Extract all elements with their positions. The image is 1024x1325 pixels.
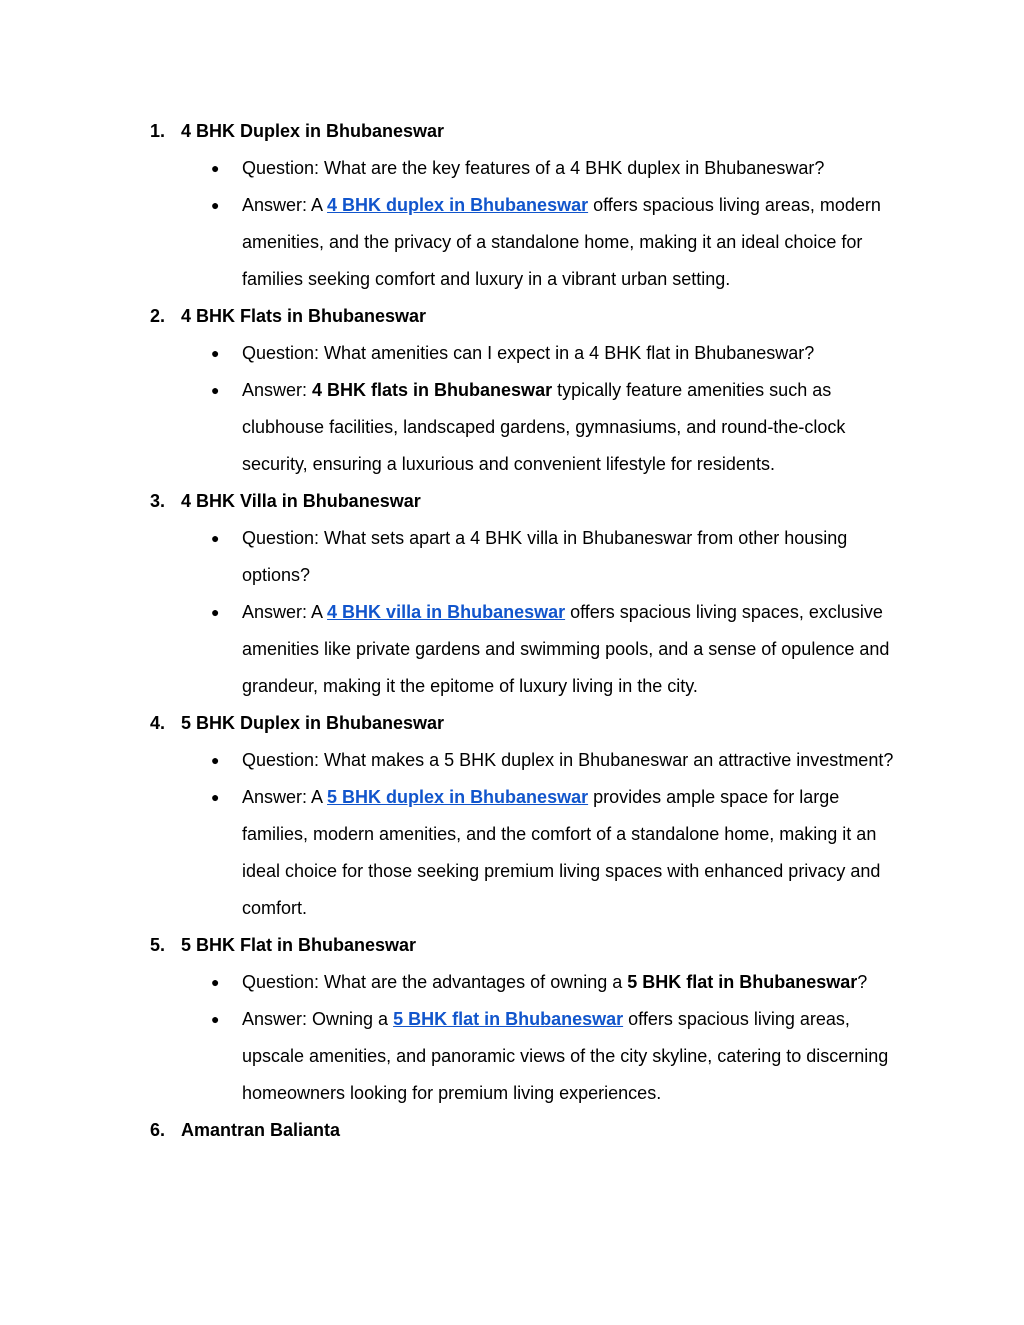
question-item bbox=[210, 742, 910, 779]
bullet-icon: ● bbox=[211, 382, 220, 398]
section-number: 1. bbox=[150, 121, 166, 141]
question-item bbox=[210, 964, 910, 1001]
answer-suffix: offers spacious living areas, modern amenities, and the privacy of a standalone home, making it an ideal choice for families seeking comfort and luxury in a vibrant urban setting. bbox=[242, 195, 881, 289]
answer-prefix: Answer: bbox=[242, 380, 313, 400]
section-number: 6. bbox=[150, 1120, 166, 1140]
bullet-icon: ● bbox=[211, 789, 220, 805]
section-number: 3. bbox=[150, 491, 166, 511]
question-text: Question: What amenities can I expect in a 4 BHK flat in Bhubaneswar? bbox=[242, 343, 815, 363]
answer-prefix: Answer: Owning a bbox=[242, 1009, 394, 1029]
question-item bbox=[210, 520, 910, 594]
section-title: 4 BHK Villa in Bhubaneswar bbox=[181, 491, 421, 511]
section-title: 5 BHK Flat in Bhubaneswar bbox=[181, 935, 417, 955]
section-title: Amantran Balianta bbox=[181, 1120, 341, 1140]
section-title: 4 BHK Duplex in Bhubaneswar bbox=[181, 121, 445, 141]
question-item bbox=[210, 150, 910, 187]
answer-text bbox=[242, 372, 910, 483]
bullet-icon: ● bbox=[211, 530, 220, 546]
question-text: Question: What makes a 5 BHK duplex in Bhubaneswar an attractive investment? bbox=[242, 750, 894, 770]
question-bold-term: 5 BHK flat in Bhubaneswar bbox=[627, 972, 858, 992]
question-prefix: Question: What are the advantages of owning a bbox=[242, 972, 628, 992]
answer-prefix: Answer: A bbox=[242, 787, 328, 807]
answer-item bbox=[210, 187, 910, 298]
answer-link[interactable]: 5 BHK duplex in Bhubaneswar bbox=[327, 787, 589, 807]
question-item bbox=[210, 335, 910, 372]
section-heading bbox=[150, 483, 910, 520]
bullet-icon: ● bbox=[211, 160, 220, 176]
answer-bold-term: 4 BHK flats in Bhubaneswar bbox=[312, 380, 553, 400]
bullet-icon: ● bbox=[211, 752, 220, 768]
bullet-icon: ● bbox=[211, 197, 220, 213]
question-suffix: ? bbox=[857, 972, 868, 992]
answer-link[interactable]: 4 BHK duplex in Bhubaneswar bbox=[327, 195, 589, 215]
section-heading bbox=[150, 705, 910, 742]
answer-prefix: Answer: A bbox=[242, 602, 328, 622]
answer-item bbox=[210, 779, 910, 927]
answer-text bbox=[242, 779, 910, 927]
bullet-icon: ● bbox=[211, 974, 220, 990]
section-number: 2. bbox=[150, 306, 166, 326]
answer-item bbox=[210, 372, 910, 483]
answer-item bbox=[210, 594, 910, 705]
section-title: 5 BHK Duplex in Bhubaneswar bbox=[181, 713, 445, 733]
question-text: Question: What are the key features of a 4 BHK duplex in Bhubaneswar? bbox=[242, 158, 825, 178]
section-heading bbox=[150, 298, 910, 335]
answer-link[interactable]: 5 BHK flat in Bhubaneswar bbox=[393, 1009, 624, 1029]
answer-suffix: provides ample space for large families, modern amenities, and the comfort of a standalone home, making it an ideal choice for those seeking premium living spaces with enhanced privacy and comfort. bbox=[242, 787, 881, 918]
answer-text bbox=[242, 594, 910, 705]
bullet-icon: ● bbox=[211, 604, 220, 620]
question-text bbox=[242, 964, 910, 1001]
section-number: 5. bbox=[150, 935, 166, 955]
section-title: 4 BHK Flats in Bhubaneswar bbox=[181, 306, 427, 326]
answer-prefix: Answer: A bbox=[242, 195, 328, 215]
answer-suffix: offers spacious living areas, upscale amenities, and panoramic views of the city skyline, catering to discerning homeowners looking for premium living experiences. bbox=[242, 1009, 889, 1103]
faq-list bbox=[150, 113, 910, 1149]
answer-text bbox=[242, 187, 910, 298]
bullet-icon: ● bbox=[211, 345, 220, 361]
answer-item bbox=[210, 1001, 910, 1112]
question-text: Question: What sets apart a 4 BHK villa in Bhubaneswar from other housing options? bbox=[242, 528, 848, 585]
answer-text bbox=[242, 1001, 910, 1112]
section-heading bbox=[150, 927, 910, 964]
section-heading bbox=[150, 1112, 910, 1149]
answer-suffix: offers spacious living spaces, exclusive amenities like private gardens and swimming pools, and a sense of opulence and grandeur, making it the epitome of luxury living in the city. bbox=[242, 602, 890, 696]
section-heading bbox=[150, 113, 910, 150]
bullet-icon: ● bbox=[211, 1011, 220, 1027]
answer-suffix: typically feature amenities such as clubhouse facilities, landscaped gardens, gymnasiums, and round-the-clock security, ensuring a luxurious and convenient lifestyle for residents. bbox=[242, 380, 846, 474]
answer-link[interactable]: 4 BHK villa in Bhubaneswar bbox=[327, 602, 566, 622]
section-number: 4. bbox=[150, 713, 166, 733]
